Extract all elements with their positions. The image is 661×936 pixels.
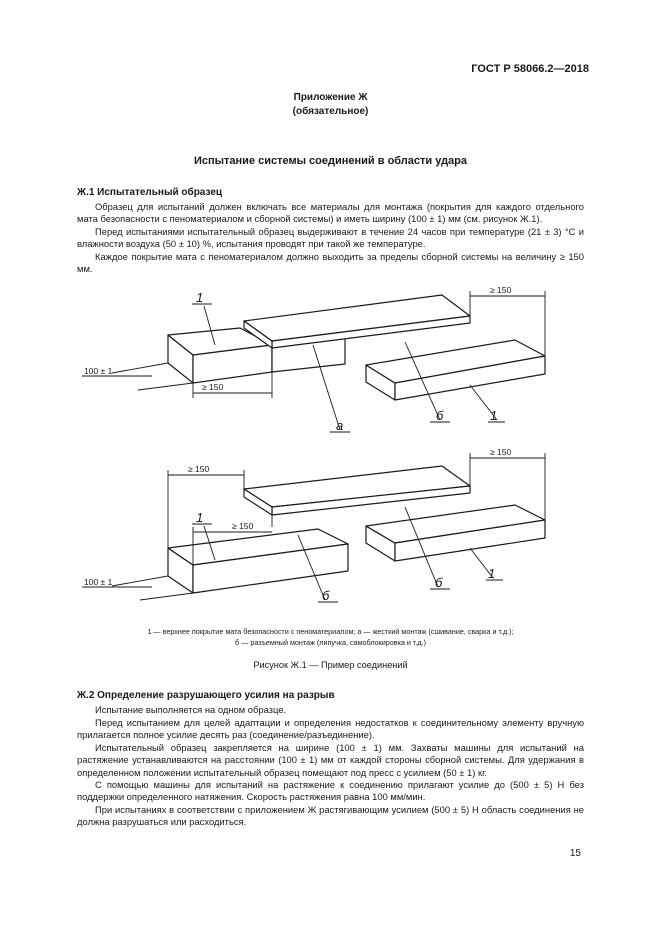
label-b: б — [436, 408, 444, 423]
paragraph: С помощью машины для испытаний на растяжение к соединению прилагают усилие до (500 ± 5) Н без поддержки определенного натяжения. Скорость растяжения равна 100 мм/мин. — [77, 779, 584, 803]
label-ge150: ≥ 150 — [188, 464, 210, 474]
label-b: б — [322, 588, 330, 603]
figure-caption: Рисунок Ж.1 — Пример соединений — [253, 660, 408, 670]
label-a: а — [336, 418, 344, 433]
extension-line — [112, 576, 168, 586]
section-heading-1: Ж.1 Испытательный образец — [77, 187, 223, 198]
paragraph: Перед испытанием для целей адаптации и определения недостатков к соединительному элементу вручную прилагается полное усилие десять раз (соединение/разъединение). — [77, 717, 584, 741]
label-1: 1 — [490, 408, 498, 423]
label-1: 1 — [196, 290, 204, 305]
paragraph: Испытательный образец закрепляется на ширине (100 ± 1) мм. Захваты машины для испытаний на растяжение устанавливаются на расстоянии (100 ± 1) мм от каждой стороны сборной системы. Для удержания в определенном положении испытательный образец помещают под пресс с усилием (50 ± 1) кг. — [77, 742, 584, 778]
annex-subtitle: (обязательное) — [292, 106, 369, 117]
legend-line: б — разъемный монтаж (липучка, самоблокировка и т.д.) — [235, 637, 426, 647]
figure-connection-examples — [0, 270, 661, 620]
paragraph: Испытание выполняется на одном образце. — [95, 704, 287, 715]
legend-line: 1 — верхнее покрытие мата безопасности с пеноматериалом; а — жесткий монтаж (сшивание, сварка и т.д.); — [147, 627, 514, 636]
label-ge150: ≥ 150 — [202, 382, 224, 392]
label-1: 1 — [196, 510, 204, 525]
extension-line — [138, 383, 193, 390]
document-code: ГОСТ Р 58066.2—2018 — [471, 63, 589, 75]
label-width: 100 ± 1 — [84, 577, 113, 587]
label-1: 1 — [488, 566, 496, 581]
page-number: 15 — [569, 848, 581, 859]
annex-main-title: Испытание системы соединений в области удара — [193, 155, 468, 167]
label-width: 100 ± 1 — [84, 366, 113, 376]
figure-legend — [80, 627, 581, 648]
extension-line — [112, 363, 168, 373]
label-ge150: ≥ 150 — [232, 521, 254, 531]
label-b: б — [435, 575, 443, 590]
label-ge150: ≥ 150 — [490, 447, 512, 457]
paragraph: Образец для испытаний должен включать все материалы для монтажа (покрытия для каждого отдельного мата безопасности с пеноматериалом и сборной системы) и иметь ширину (100 ± 1) мм (см. рисунок Ж.1). — [77, 201, 584, 225]
section-heading-2: Ж.2 Определение разрушающего усилия на разрыв — [77, 690, 335, 701]
annex-title: Приложение Ж — [293, 92, 368, 103]
paragraph: Каждое покрытие мата с пеноматериалом должно выходить за пределы сборной системы на величину ≥ 150 мм. — [77, 251, 584, 275]
extension-line — [140, 593, 193, 600]
paragraph: Перед испытаниями испытательный образец выдерживают в течение 24 часов при температуре (21 ± 3) °С и влажности воздуха (50 ± 10) %, испытания проводят при такой же температуре. — [77, 226, 584, 250]
paragraph: При испытаниях в соответствии с приложением Ж растягивающим усилием (500 ± 5) Н область соединения не должна разрушаться или расходиться. — [77, 804, 584, 828]
label-ge150: ≥ 150 — [490, 285, 512, 295]
